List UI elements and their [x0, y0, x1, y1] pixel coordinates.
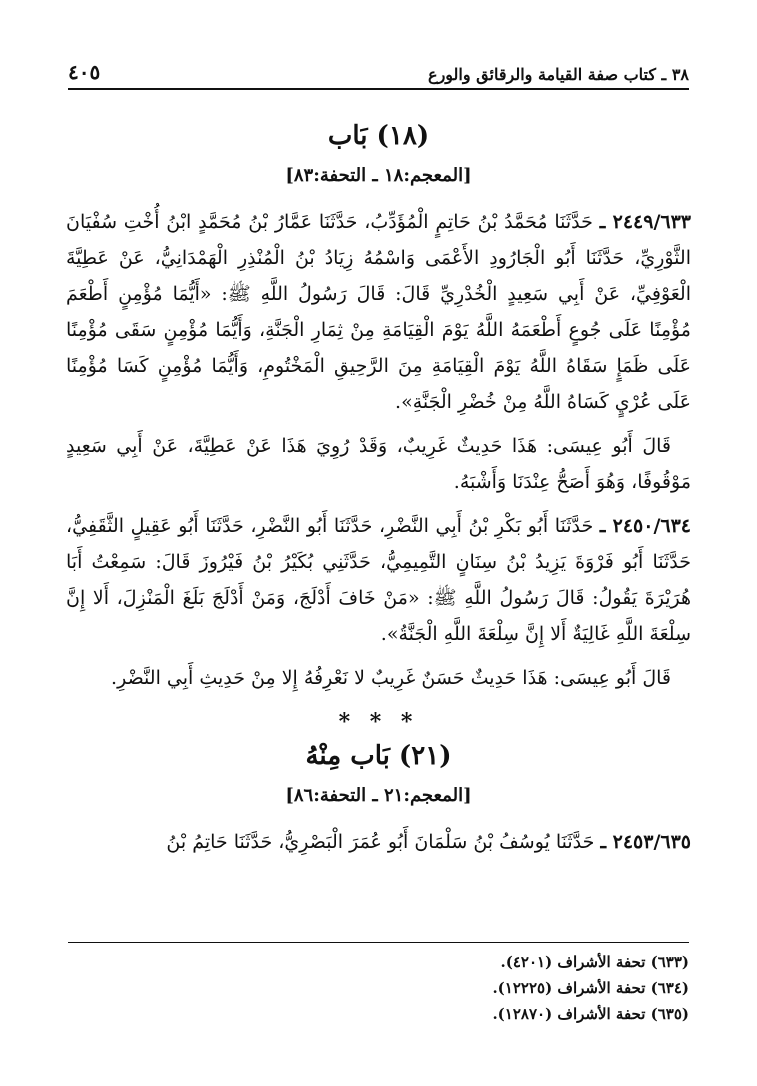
footnotes	[68, 942, 689, 1027]
hadith-634	[66, 508, 691, 652]
hadith-text: حَدَّثَنَا أَبُو بَكْرِ بْنُ أَبِي النَّضْرِ، حَدَّثَنَا أَبُو النَّضْرِ، حَدَّثَنَا أَبُو عَقِيلٍ الثَّقَفِيُّ، حَدَّثَنَا أَبُو فَرْوَةَ يَزِيدُ بْنُ سِنَانٍ التَّمِيمِيُّ، حَدَّثَنِي بُكَيْرُ بْنُ فَيْرُوزَ قَالَ: سَمِعْتُ أَبَا هُرَيْرَةَ يَقُولُ: قَالَ رَسُولُ اللَّهِ ﷺ: «مَنْ خَافَ أَدْلَجَ، وَمَنْ أَدْلَجَ بَلَغَ الْمَنْزِلَ، أَلا إِنَّ سِلْعَةَ اللَّهِ غَالِيَةٌ أَلا إِنَّ سِلْعَةَ اللَّهِ الْجَنَّةُ».	[66, 515, 691, 645]
footnote-635: (٦٣٥) تحفة الأشراف (١٢٨٧٠).	[492, 1005, 689, 1023]
section-divider: * * *	[338, 709, 419, 735]
hadith-633	[66, 204, 691, 420]
hadith-number: ٢٤٤٩/٦٣٣ ـ	[599, 211, 691, 233]
section-heading-21: (٢١) بَاب مِنْهُ	[305, 741, 452, 771]
hadith-text: حَدَّثَنَا يُوسُفُ بْنُ سَلْمَانَ أَبُو عُمَرَ الْبَصْرِيُّ، حَدَّثَنَا حَاتِمُ بْنُ	[166, 831, 595, 853]
running-title: ٣٨ ـ كتاب صفة القيامة والرقائق والورع	[428, 65, 689, 84]
page-number: ٤٠٥	[68, 60, 101, 84]
page-content	[66, 118, 691, 860]
hadith-633-commentary: قَالَ أَبُو عِيسَى: هَذَا حَدِيثٌ غَرِيبٌ، وَقَدْ رُوِيَ هَذَا عَنْ عَطِيَّةَ، عَنْ أَبِي سَعِيدٍ مَوْقُوفًا، وَهُوَ أَصَحُّ عِنْدَنَا وَأَشْبَهُ.	[66, 435, 691, 493]
section-heading-18: (١٨) بَاب	[327, 121, 430, 151]
footnote-634: (٦٣٤) تحفة الأشراف (١٢٢٢٥).	[492, 979, 689, 997]
hadith-number: ٢٤٥٠/٦٣٤ ـ	[599, 515, 691, 537]
hadith-635	[66, 824, 691, 860]
hadith-634-commentary: قَالَ أَبُو عِيسَى: هَذَا حَدِيثٌ حَسَنٌ غَرِيبٌ لا نَعْرِفُهُ إِلا مِنْ حَدِيثِ أَبِي النَّضْرِ.	[111, 667, 671, 689]
footnote-633: (٦٣٣) تحفة الأشراف (٤٢٠١).	[500, 953, 689, 971]
section-reference-18: [المعجم:١٨ ـ التحفة:٨٣]	[285, 165, 472, 186]
hadith-number: ٢٤٥٣/٦٣٥ ـ	[600, 831, 691, 853]
running-header	[68, 58, 689, 90]
section-reference-21: [المعجم:٢١ ـ التحفة:٨٦]	[285, 785, 472, 806]
hadith-text: حَدَّثَنَا مُحَمَّدُ بْنُ حَاتِمٍ الْمُؤَدِّبُ، حَدَّثَنَا عَمَّارُ بْنُ مُحَمَّدٍ ابْنُ أُخْتِ سُفْيَانَ الثَّوْرِيِّ، حَدَّثَنَا أَبُو الْجَارُودِ الأَعْمَى وَاسْمُهُ زِيَادُ بْنُ الْمُنْذِرِ الْهَمْدَانِيُّ، عَنْ عَطِيَّةَ الْعَوْفِيِّ، عَنْ أَبِي سَعِيدٍ الْخُدْرِيِّ قَالَ: قَالَ رَسُولُ اللَّهِ ﷺ: «أَيُّمَا مُؤْمِنٍ أَطْعَمَ مُؤْمِنًا عَلَى جُوعٍ أَطْعَمَهُ اللَّهُ يَوْمَ الْقِيَامَةِ مِنْ ثِمَارِ الْجَنَّةِ، وَأَيُّمَا مُؤْمِنٍ سَقَى مُؤْمِنًا عَلَى ظَمَإٍ سَقَاهُ اللَّهُ يَوْمَ الْقِيَامَةِ مِنَ الرَّحِيقِ الْمَخْتُومِ، وَأَيُّمَا مُؤْمِنٍ كَسَا مُؤْمِنًا عَلَى عُرْيٍ كَسَاهُ اللَّهُ مِنْ خُضْرِ الْجَنَّةِ».	[66, 211, 691, 413]
